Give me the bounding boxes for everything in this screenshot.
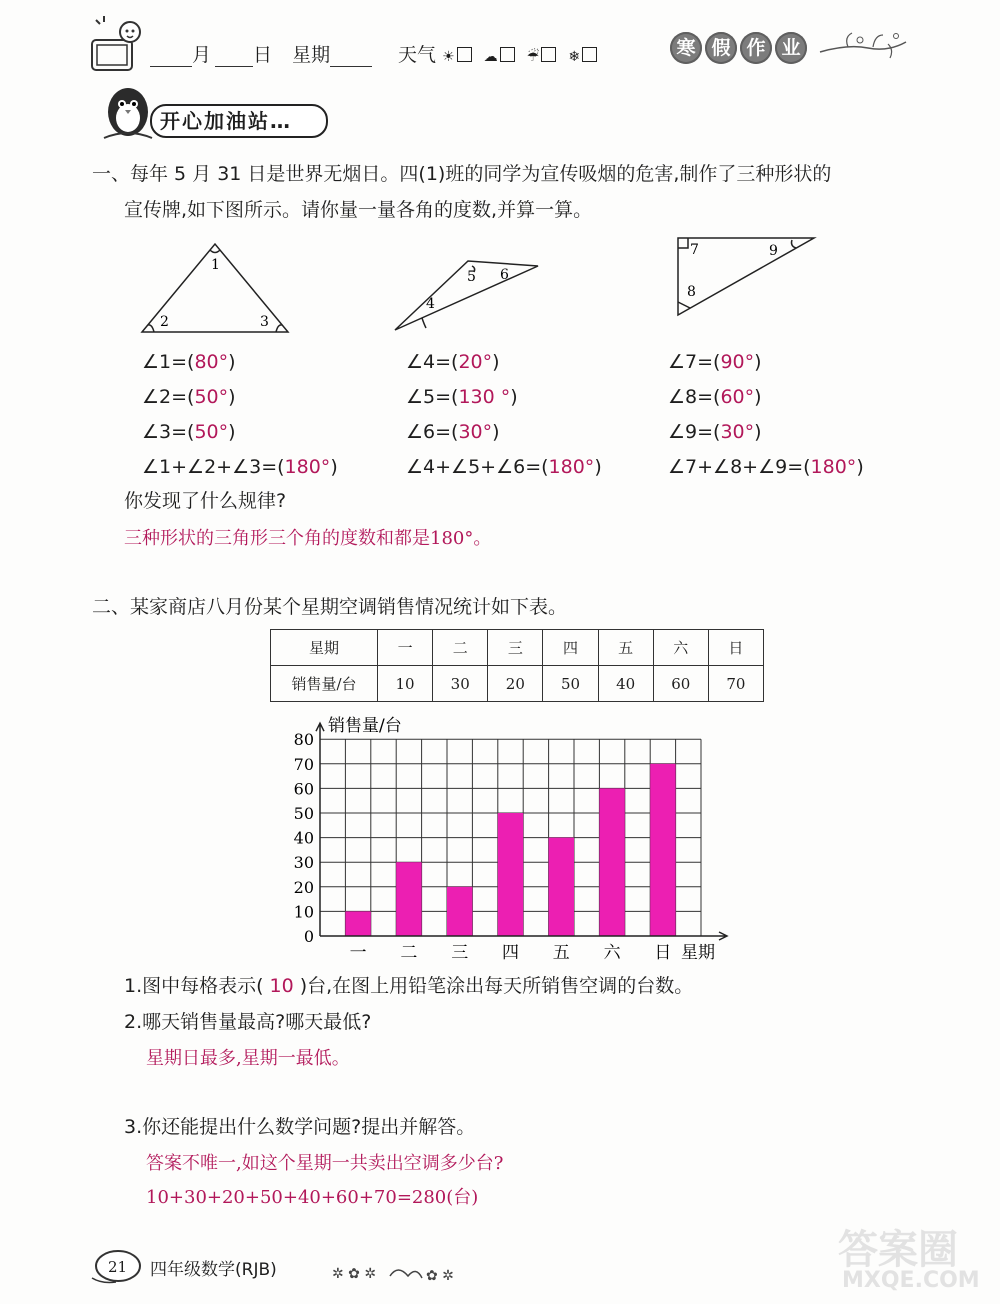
table-cell: 70 bbox=[708, 666, 763, 702]
angle-sum-row: ∠1+∠2+∠3=(180°) bbox=[142, 456, 338, 478]
weather-row bbox=[398, 40, 597, 67]
angle-row: ∠9=(30°) bbox=[668, 421, 762, 443]
angle-label-1: 1 bbox=[211, 257, 220, 273]
sales-bar-chart[interactable] bbox=[280, 710, 750, 970]
angle-label-8: 8 bbox=[687, 284, 696, 300]
q2-sub3-answer2[interactable]: 10+30+20+50+40+60+70=280(台) bbox=[146, 1187, 479, 1208]
y-tick-label: 20 bbox=[293, 877, 314, 897]
x-tick-label: 五 bbox=[552, 943, 570, 963]
angle-label-4: 4 bbox=[426, 296, 435, 312]
bar-3[interactable] bbox=[447, 887, 472, 936]
table-row bbox=[271, 666, 764, 702]
table-cell: 六 bbox=[653, 630, 708, 666]
angle-sum-row: ∠4+∠5+∠6=(180°) bbox=[406, 456, 602, 478]
table-cell: 二 bbox=[433, 630, 488, 666]
stamp-char: 作 bbox=[740, 32, 772, 64]
bar-6[interactable] bbox=[599, 788, 624, 936]
angle-label-9: 9 bbox=[769, 243, 778, 259]
page-number: 21 bbox=[108, 1258, 128, 1276]
angle-row: ∠8=(60°) bbox=[668, 386, 762, 408]
q2-sub1-answer[interactable]: 10 bbox=[269, 975, 294, 997]
bar-7[interactable] bbox=[650, 764, 675, 936]
y-axis-label: 销售量/台 bbox=[328, 716, 402, 737]
angle-row: ∠1=(80°) bbox=[142, 351, 236, 373]
y-tick-label: 70 bbox=[293, 754, 314, 774]
svg-text:✿ ✲: ✿ ✲ bbox=[426, 1268, 454, 1284]
day-blank[interactable] bbox=[215, 48, 253, 67]
winter-homework-stamp bbox=[670, 32, 810, 64]
weather-checkbox-rain[interactable] bbox=[541, 47, 556, 62]
q2-sub2-question: 2.哪天销售量最高?哪天最低? bbox=[124, 1011, 372, 1033]
table-cell: 20 bbox=[488, 666, 543, 702]
table-cell: 10 bbox=[378, 666, 433, 702]
q1-answer[interactable]: 三种形状的三角形三个角的度数和都是180°。 bbox=[124, 528, 492, 549]
angle-answer[interactable]: 60° bbox=[720, 386, 755, 408]
table-cell: 30 bbox=[433, 666, 488, 702]
angle-column-1 bbox=[142, 345, 338, 485]
section-title-text: 开心加油站… bbox=[160, 109, 292, 133]
angle-row: ∠3=(50°) bbox=[142, 421, 236, 443]
bar-2[interactable] bbox=[396, 862, 421, 936]
angle-column-3 bbox=[668, 345, 864, 485]
stamp-char: 业 bbox=[775, 32, 807, 64]
angle-answer[interactable]: 90° bbox=[720, 351, 755, 373]
footer-title: 四年级数学(RJB) bbox=[150, 1260, 277, 1280]
angle-row: ∠7=(90°) bbox=[668, 351, 762, 373]
angle-answer[interactable]: 180° bbox=[810, 456, 857, 478]
angle-answer[interactable]: 50° bbox=[194, 386, 229, 408]
stamp-char: 假 bbox=[705, 32, 737, 64]
table-cell: 一 bbox=[378, 630, 433, 666]
q2-sub1-before: 1.图中每格表示( bbox=[124, 975, 264, 997]
x-tick-label: 日 bbox=[654, 943, 672, 963]
angle-row: ∠4=(20°) bbox=[406, 351, 500, 373]
y-tick-label: 60 bbox=[293, 779, 314, 799]
angle-answer[interactable]: 130 ° bbox=[458, 386, 511, 408]
angle-answer[interactable]: 80° bbox=[194, 351, 229, 373]
header-date-line bbox=[150, 40, 372, 67]
y-tick-label: 40 bbox=[293, 828, 314, 848]
weather-checkbox-snow[interactable] bbox=[582, 47, 597, 62]
table-header-row bbox=[271, 630, 764, 666]
y-axis bbox=[316, 723, 324, 936]
bar-4[interactable] bbox=[498, 813, 523, 936]
x-tick-label: 六 bbox=[603, 943, 621, 963]
angle-answer[interactable]: 50° bbox=[194, 421, 229, 443]
table-cell: 五 bbox=[598, 630, 653, 666]
table-cell: 三 bbox=[488, 630, 543, 666]
table-cell: 星期 bbox=[271, 630, 378, 666]
q1-question: 你发现了什么规律? bbox=[124, 490, 287, 512]
section-title bbox=[150, 104, 328, 138]
angle-answer[interactable]: 180° bbox=[548, 456, 595, 478]
cloudy-icon: ☁ bbox=[483, 49, 498, 65]
bar-1[interactable] bbox=[345, 911, 370, 936]
angle-row: ∠2=(50°) bbox=[142, 386, 236, 408]
watermark-url: MXQE.COM bbox=[842, 1268, 980, 1293]
angle-answer[interactable]: 30° bbox=[458, 421, 493, 443]
angle-answer[interactable]: 20° bbox=[458, 351, 493, 373]
svg-text:✲ ✿ ✲: ✲ ✿ ✲ bbox=[332, 1266, 377, 1282]
x-tick-label: 四 bbox=[502, 943, 519, 963]
angle-row: ∠6=(30°) bbox=[406, 421, 500, 443]
y-tick-label: 30 bbox=[293, 853, 314, 873]
table-cell: 40 bbox=[598, 666, 653, 702]
weather-checkbox-cloudy[interactable] bbox=[500, 47, 515, 62]
angle-answer[interactable]: 30° bbox=[720, 421, 755, 443]
angle-sum-row: ∠7+∠8+∠9=(180°) bbox=[668, 456, 864, 478]
branch-decoration-icon bbox=[818, 22, 908, 66]
x-tick-label: 二 bbox=[400, 943, 418, 963]
snow-icon: ❄ bbox=[568, 49, 581, 65]
stamp-char: 寒 bbox=[670, 32, 702, 64]
angle-row: ∠5=(130 °) bbox=[406, 386, 518, 408]
q2-sub3-question: 3.你还能提出什么数学问题?提出并解答。 bbox=[124, 1116, 476, 1138]
table-cell: 50 bbox=[543, 666, 598, 702]
y-tick-label: 0 bbox=[303, 927, 314, 946]
angle-answer[interactable]: 180° bbox=[284, 456, 331, 478]
table-cell: 日 bbox=[708, 630, 763, 666]
table-cell: 60 bbox=[653, 666, 708, 702]
month-blank[interactable] bbox=[150, 48, 192, 67]
angle-label-2: 2 bbox=[160, 314, 169, 330]
y-tick-label: 10 bbox=[293, 902, 314, 922]
day-label: 日 bbox=[253, 44, 273, 66]
header-mascot-icon bbox=[84, 14, 154, 78]
bar-5[interactable] bbox=[549, 838, 574, 936]
sunny-icon: ☀ bbox=[442, 49, 455, 65]
angle-label-6: 6 bbox=[500, 267, 509, 283]
month-label: 月 bbox=[192, 44, 212, 66]
angle-label-5: 5 bbox=[467, 269, 476, 285]
triangles-figure bbox=[130, 228, 830, 343]
footer-flowers-icon bbox=[330, 1258, 460, 1286]
weekday-label: 星期 bbox=[292, 44, 331, 66]
weekday-blank[interactable] bbox=[330, 48, 372, 67]
q2-text: 二、某家商店八月份某个星期空调销售情况统计如下表。 bbox=[92, 596, 568, 618]
q2-sub1 bbox=[124, 969, 693, 1003]
q1-text-line2: 宣传牌,如下图所示。请你量一量各角的度数,并算一算。 bbox=[124, 199, 593, 221]
penguin-mascot-icon bbox=[100, 82, 156, 142]
q1-text-line1: 一、每年 5 月 31 日是世界无烟日。四(1)班的同学为宣传吸烟的危害,制作了三种形状的 bbox=[92, 163, 832, 185]
q2-sub2-answer[interactable]: 星期日最多,星期一最低。 bbox=[146, 1048, 350, 1069]
angle-column-2 bbox=[406, 345, 602, 485]
q2-sub1-after: )台,在图上用铅笔涂出每天所销售空调的台数。 bbox=[299, 975, 694, 997]
watermark-logo: 答案圈 bbox=[838, 1227, 958, 1273]
table-cell: 销售量/台 bbox=[271, 666, 378, 702]
weather-checkbox-sunny[interactable] bbox=[457, 47, 472, 62]
y-tick-label: 80 bbox=[293, 730, 314, 750]
rain-icon: ☔ bbox=[526, 49, 540, 65]
x-tick-label: 一 bbox=[349, 943, 367, 963]
sales-table bbox=[270, 629, 764, 702]
angle-label-3: 3 bbox=[260, 314, 269, 330]
q2-sub3-answer1[interactable]: 答案不唯一,如这个星期一共卖出空调多少台? bbox=[146, 1153, 504, 1174]
table-cell: 四 bbox=[543, 630, 598, 666]
x-tick-label: 三 bbox=[451, 943, 469, 963]
x-axis-label: 星期 bbox=[681, 943, 715, 963]
weather-label: 天气 bbox=[398, 44, 437, 66]
angle-label-7: 7 bbox=[690, 242, 699, 258]
y-tick-label: 50 bbox=[293, 804, 314, 823]
